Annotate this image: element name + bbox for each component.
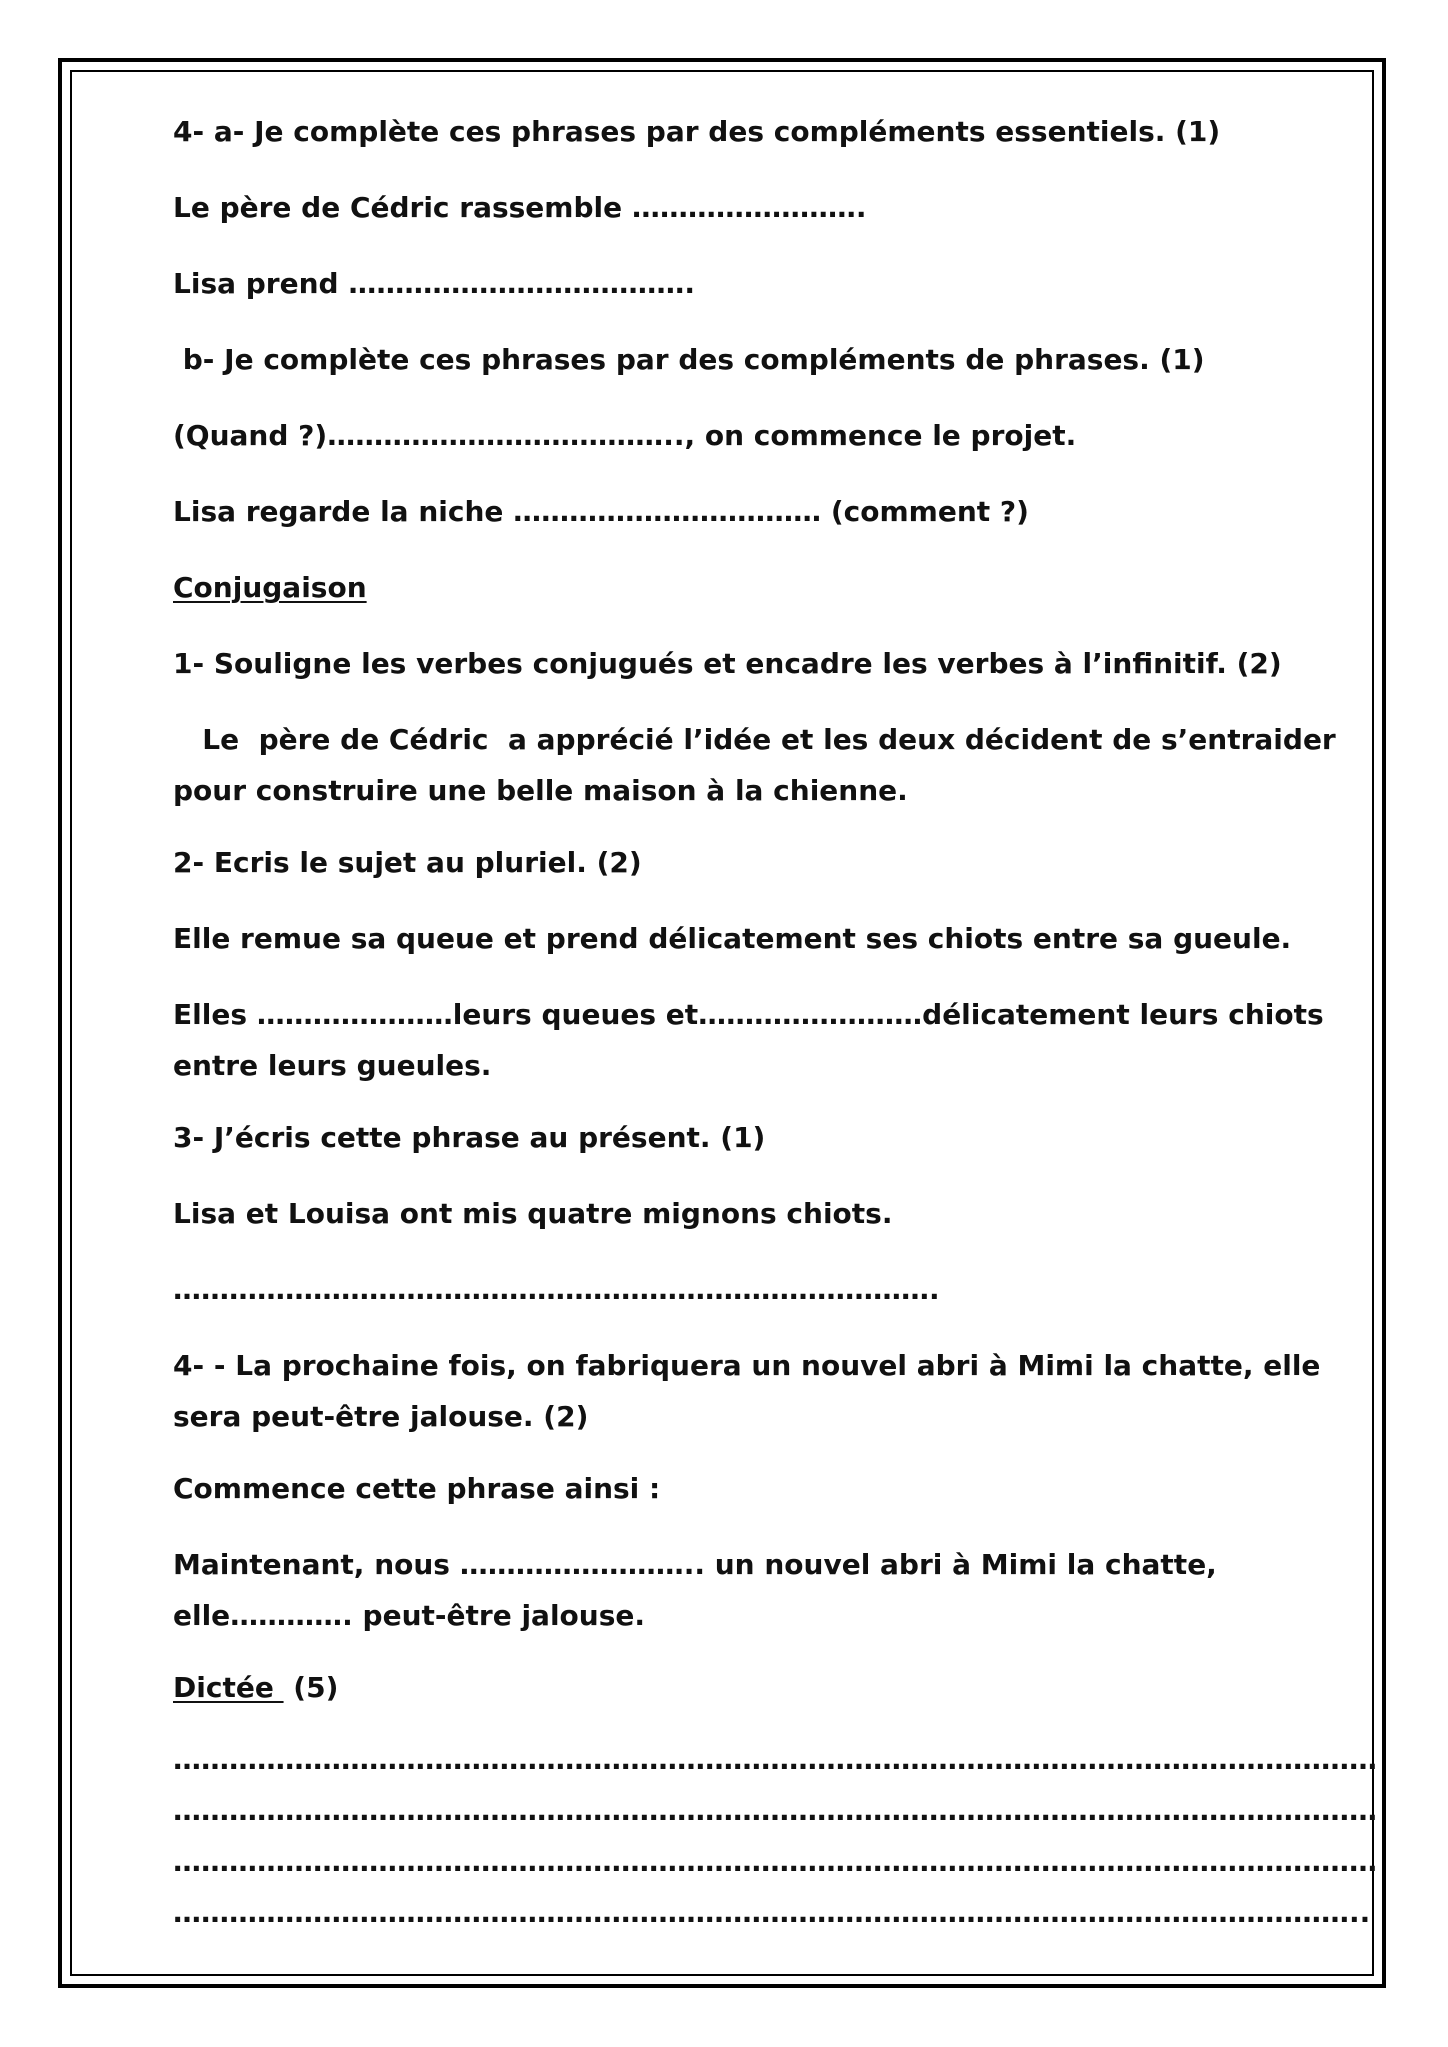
exercise-4b-instruction: b- Je complète ces phrases par des compléments de phrases. (1)	[173, 343, 1205, 376]
conj-exercise-2-instruction: 2- Ecris le sujet au pluriel. (2)	[173, 846, 642, 879]
dictee-answer-line-4: ………………………………………………………………………………………………………………..	[173, 1896, 1371, 1929]
worksheet-content	[173, 106, 1377, 1938]
dictee-answer-line-3: …………………………………………………………………………………………………………………	[173, 1845, 1377, 1878]
conj-exercise-4-sentence-line-2: sera peut-être jalouse. (2)	[173, 1400, 589, 1433]
conj-exercise-4-sentence-line-1: 4- - La prochaine fois, on fabriquera un nouvel abri à Mimi la chatte, elle	[173, 1349, 1321, 1382]
conj-exercise-3-answer-line: ……………………………………………………………………….	[173, 1273, 940, 1306]
conj-exercise-2-answer-line-2: entre leurs gueules.	[173, 1049, 492, 1082]
exercise-4b-sentence-2: Lisa regarde la niche …………………………… (comment ?)	[173, 495, 1029, 528]
conj-exercise-1-text-line-1: Le père de Cédric a apprécié l’idée et les deux décident de s’entraider	[173, 723, 1336, 756]
exercise-4b-sentence-1: (Quand ?)……………………………….., on commence le projet.	[173, 419, 1077, 452]
dictee-answer-line-2: …………………………………………………………………………………………………………………	[173, 1794, 1377, 1827]
conj-exercise-3-sentence: Lisa et Louisa ont mis quatre mignons chiots.	[173, 1197, 893, 1230]
dictee-title: Dictée	[173, 1671, 284, 1704]
conj-exercise-1-text-line-2: pour construire une belle maison à la chienne.	[173, 774, 908, 807]
conj-exercise-4-instruction: Commence cette phrase ainsi :	[173, 1472, 661, 1505]
conj-exercise-4-answer-line-1: Maintenant, nous …………………….. un nouvel abri à Mimi la chatte,	[173, 1548, 1217, 1581]
dictee-points: (5)	[283, 1671, 339, 1704]
conj-exercise-4-answer-line-2: elle…………. peut-être jalouse.	[173, 1599, 646, 1632]
conj-exercise-1-instruction: 1- Souligne les verbes conjugués et encadre les verbes à l’infinitif. (2)	[173, 647, 1282, 680]
conj-exercise-2-sentence: Elle remue sa queue et prend délicatement ses chiots entre sa gueule.	[173, 922, 1292, 955]
exercise-4a-sentence-2: Lisa prend ……………………………….	[173, 267, 695, 300]
exercise-4a-sentence-1: Le père de Cédric rassemble …………………….	[173, 191, 867, 224]
section-heading-dictee	[173, 1662, 1343, 1713]
conj-exercise-3-instruction: 3- J’écris cette phrase au présent. (1)	[173, 1121, 766, 1154]
conjugaison-title: Conjugaison	[173, 571, 367, 604]
conj-exercise-2-answer-line-1: Elles …………………leurs queues et……………………délicatement leurs chiots	[173, 998, 1324, 1031]
dictee-answer-line-1: …………………………………………………………………………………………………………………	[173, 1743, 1377, 1776]
exercise-4a-instruction: 4- a- Je complète ces phrases par des compléments essentiels. (1)	[173, 115, 1221, 148]
section-heading-conjugaison	[173, 562, 1343, 613]
